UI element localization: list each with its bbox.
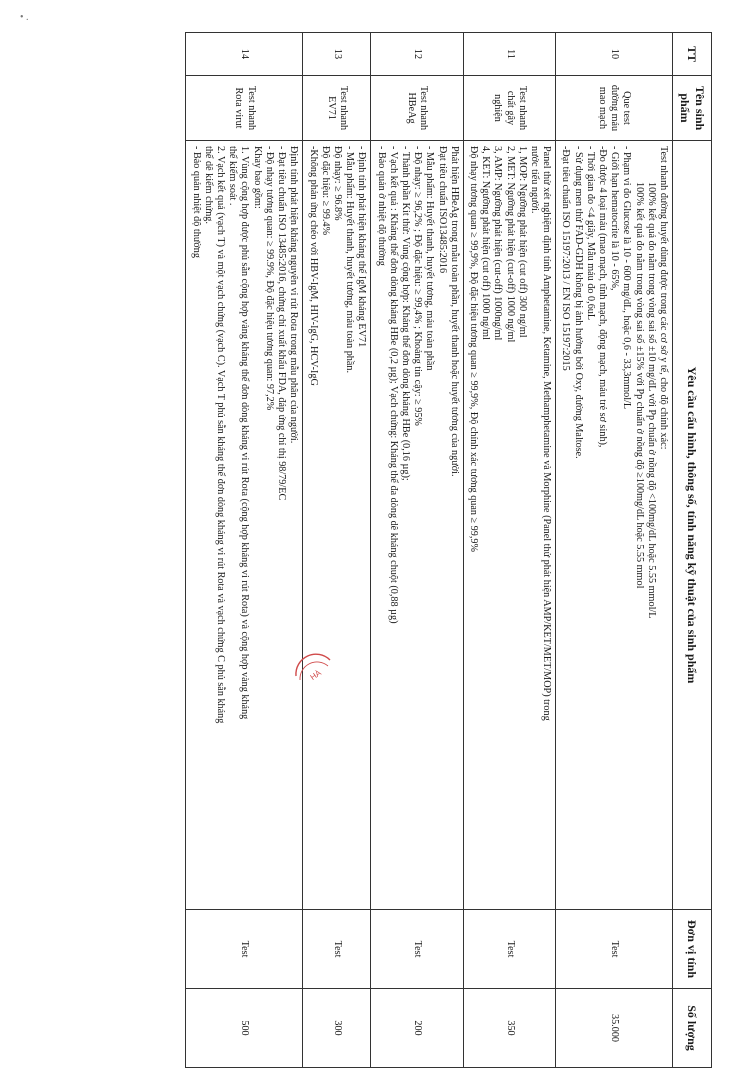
- header-qty: Số lượng: [673, 989, 712, 1068]
- spec-line: - Bảo quản nhiệt độ thường: [190, 146, 202, 258]
- spec-line: - Mẫu phẩm: Huyết thanh, huyết tương, máu toàn phần: [424, 146, 436, 371]
- header-name: Tên sinh phẩm: [673, 76, 712, 141]
- row-product-name: Test nhanh chất gây nghiện: [463, 76, 555, 141]
- spec-line: Panel thử xét nghiệm định tính Amphetamine, Ketamine, Methamphetamine và Morphine (Panel thử phát hiện AMP/KET/MET/MOP) trong: [541, 146, 553, 721]
- spec-line: - Độ nhạy tương quan: ≥ 99.9%, Độ đặc hiệu tương quan: 97,2%: [263, 146, 275, 411]
- row-unit: Test: [186, 910, 303, 989]
- spec-line: - Sử dụng men thử FAD-GDH không bị ảnh hưởng bởi Oxy, đường Maltose.: [572, 146, 584, 459]
- spec-line: 4, KET: Ngưỡng phát hiện (cut off) 1000 ng/ml: [480, 146, 492, 340]
- header-unit: Đơn vị tính: [673, 910, 712, 989]
- spec-line: 1, MOP: Ngưỡng phát hiện (cut off) 300 ng/ml: [516, 146, 528, 338]
- header-tt: TT: [673, 33, 712, 76]
- table-row: [556, 33, 673, 1068]
- spec-line: Test nhanh đường huyết dùng được trong các cơ sở y tế, cho độ chính xác:: [658, 146, 669, 450]
- spec-line: - Đạt tiêu chuẩn ISO 13485:2016, chứng chỉ xuất khẩu FDA, đáp ứng chỉ thị 98/79/EC: [276, 146, 288, 501]
- table-row: [303, 33, 371, 1068]
- spec-line: thể dê kiểm chứng.: [202, 146, 214, 224]
- row-tt: 11: [463, 33, 555, 76]
- row-spec: [556, 141, 673, 910]
- spec-line: nước tiểu người.: [528, 146, 540, 214]
- row-unit: Test: [303, 910, 371, 989]
- row-tt: 12: [371, 33, 463, 76]
- spec-line: - Mẫu phẩm: Huyết thanh, huyết tương, máu toàn phần.: [344, 146, 356, 374]
- table-row: [186, 33, 303, 1068]
- row-spec: [463, 141, 555, 910]
- spec-line: 2. Vạch kết quả (vạch T) và một vạch chứng (vạch C). Vạch T phủ sẵn kháng thể đơn dòng kháng vi rút Rota và vạch chứng C phủ sẵn kháng: [215, 146, 227, 724]
- spec-line: - Định tính phát hiện kháng thể IgM kháng EV71: [356, 146, 368, 348]
- spec-line: Khay bao gồm:: [251, 146, 263, 209]
- table-row: [371, 33, 463, 1068]
- spec-line: thể kiểm soát .: [227, 146, 239, 206]
- spec-line: -Đạt tiêu chuẩn ISO 15197:2013 / EN ISO 15197:2015: [560, 146, 572, 371]
- spec-line: -Không phản ứng chéo với HBV-IgM, HIV-IgG, HCV-IgG: [307, 146, 319, 386]
- row-product-name: Que test đường máu mao mạch: [556, 76, 673, 141]
- spec-line: - Giới hạn hematocrite là 10 - 65%,: [609, 146, 621, 291]
- spec-line: - Độ nhạy: ≥ 96,2% ; Độ đặc hiệu: ≥ 99,4% ; Khoảng tin cậy: ≥ 95%: [412, 146, 424, 426]
- row-product-name: Test nhanh EV71: [303, 76, 371, 141]
- spec-line: 1. Vùng cộng hợp được phủ sẵn cộng hợp vàng kháng thể đơn dòng kháng vi rút Rota (cộng hợp kháng vi rút Rota) và cộng hợp vàng kháng: [239, 146, 251, 720]
- spec-line: Độ đặc hiệu: ≥ 99.4%: [319, 146, 331, 236]
- spec-line: 100% kết quả đo nằm trong vòng sai số ±15% với Pp chuẩn ở nồng độ ≥100mg/dL hoặc 5.55 mmol: [633, 182, 645, 589]
- spec-line: - Thành phần Kit thử: Vùng cộng hợp: Kháng thể đơn dòng kháng HBe (0,16 µg);: [399, 146, 411, 481]
- spec-line: - Phạm vi đo Glucose là 10 - 600 mg/dL, hoặc 0,6 - 33,3mmol/L: [621, 146, 633, 410]
- table-row: [463, 33, 555, 1068]
- row-unit: Test: [371, 910, 463, 989]
- row-spec: [371, 141, 463, 910]
- row-product-name: Test nhanh Rota virut: [186, 76, 303, 141]
- spec-line: Đạt tiêu chuẩn ISO13485:2016: [436, 146, 448, 274]
- row-tt: 14: [186, 33, 303, 76]
- row-unit: Test: [463, 910, 555, 989]
- row-quantity: 35.000: [556, 989, 673, 1068]
- spec-line: -Đo được 4 loại máu (mao mạch, tĩnh mạch, động mạch, máu trẻ sơ sinh),: [596, 146, 608, 448]
- stamp-text: HÀ: [308, 668, 323, 683]
- row-quantity: 500: [186, 989, 303, 1068]
- rotated-table-container: [22, 32, 712, 1051]
- spec-line: Phát hiện HBeAg trong mẫu toàn phần, huyết thanh hoặc huyết tương của người.: [448, 146, 460, 477]
- row-spec: [186, 141, 303, 910]
- row-tt: 13: [303, 33, 371, 76]
- spec-table: [185, 32, 712, 1068]
- spec-line: - Thời gian đo <4 giây, Mẫu máu đo 0,6uL: [584, 146, 596, 321]
- spec-line: Độ nhạy tương quan ≥ 99,9%, Độ đặc hiệu tương quan ≥ 99,9%, Độ chính xác tương quan ≥ 99,9%: [467, 146, 479, 552]
- header-spec: Yêu cầu cấu hình, thông số, tính năng kỹ thuật của sinh phẩm: [673, 141, 712, 910]
- spec-line: Độ nhạy: ≥ 96.8%: [331, 146, 343, 221]
- spec-line: 3, AMP: Ngưỡng phát hiện (cut-off) 1000ng/ml: [492, 146, 504, 341]
- row-product-name: Test nhanh HBeAg: [371, 76, 463, 141]
- row-quantity: 300: [303, 989, 371, 1068]
- row-tt: 10: [556, 33, 673, 76]
- row-quantity: 200: [371, 989, 463, 1068]
- spec-line: 100% kết quả đo nằm trong vòng sai số ±10 mg/dL với Pp chuẩn ở nồng độ <100mg/dL hoặc 5.55 mmol/L: [645, 182, 657, 619]
- row-spec: [303, 141, 371, 910]
- spec-line: - Vạch kết quả : Kháng thể đơn dòng kháng HBe (0,2 µg); Vạch chứng: Kháng thể đa dòng dê kháng chuột (0,88 µg): [387, 146, 399, 624]
- scan-speck: • .: [20, 12, 29, 23]
- table-header-row: [673, 33, 712, 1068]
- spec-line: Định tính phát hiện kháng nguyên vi rút Rota trong mẫu phân của người.: [288, 146, 300, 444]
- spec-line: - Bảo quản ở nhiệt độ thường: [375, 146, 387, 266]
- spec-line: 2, MET: Ngưỡng phát hiện (cut-off) 1000 ng/ml: [504, 146, 516, 343]
- row-quantity: 350: [463, 989, 555, 1068]
- row-unit: Test: [556, 910, 673, 989]
- red-seal-stamp: [290, 646, 336, 692]
